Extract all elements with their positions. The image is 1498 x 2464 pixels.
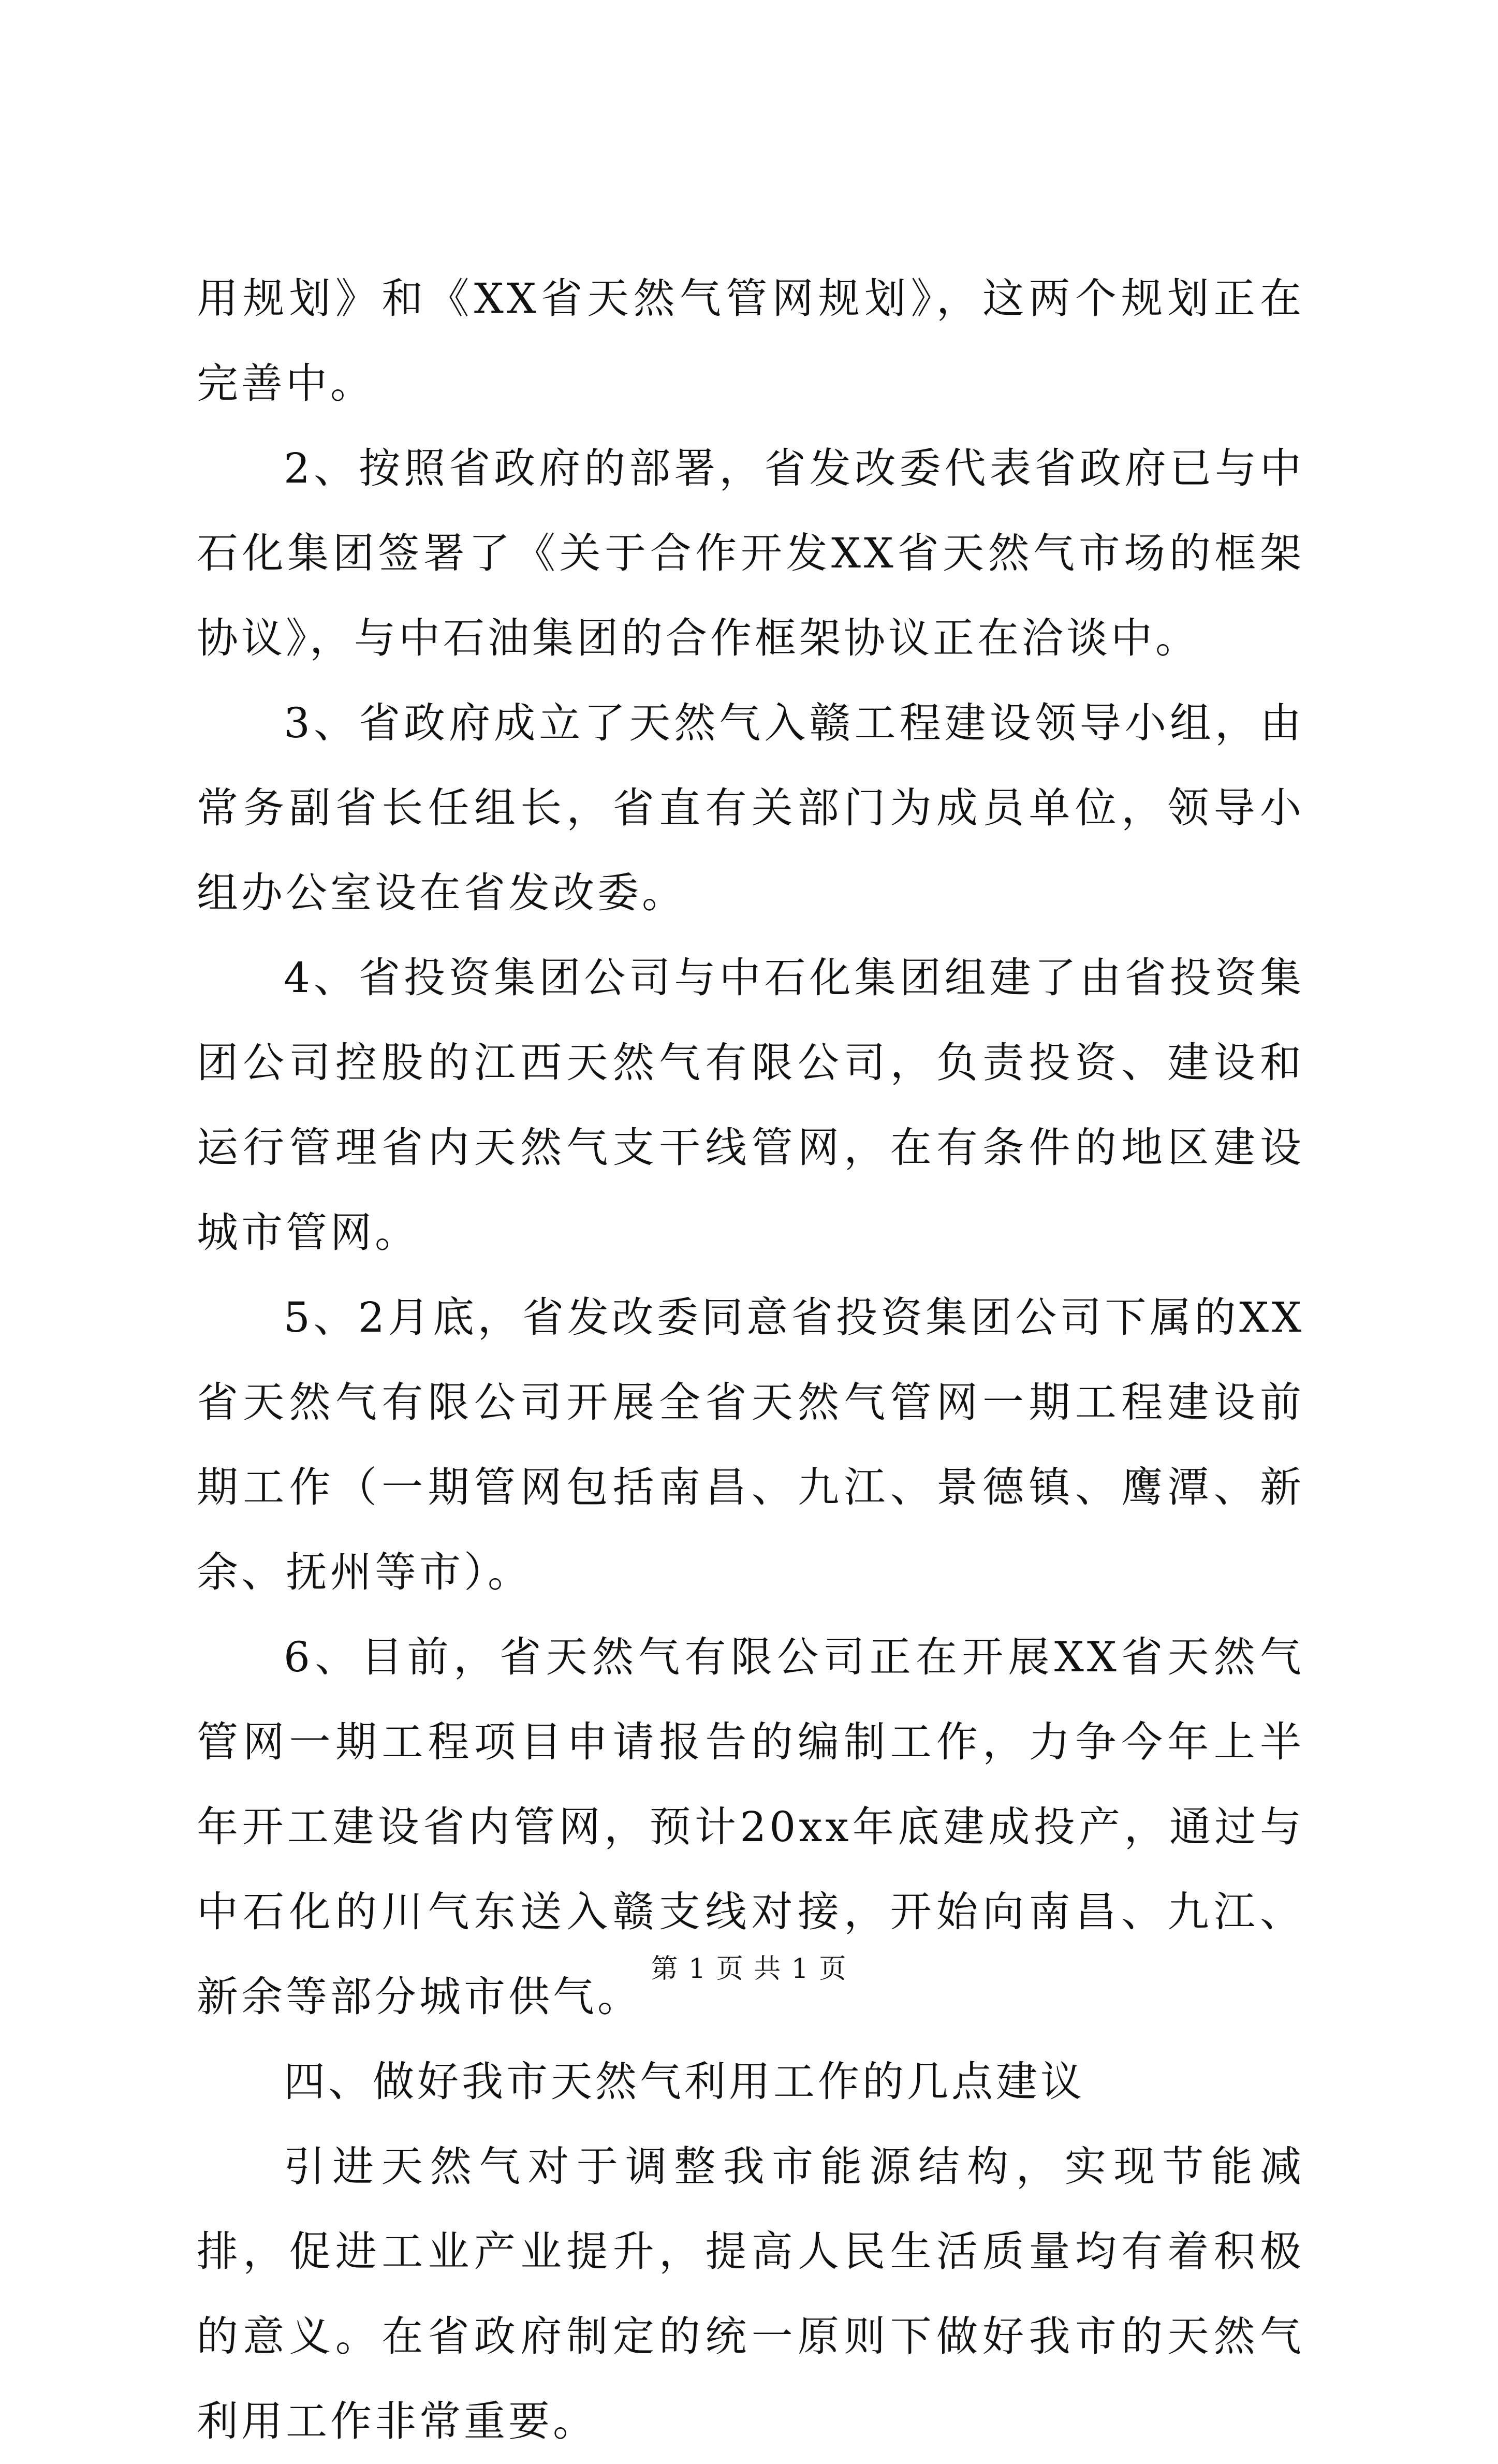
paragraph-item-6: 6、目前，省天然气有限公司正在开展XX省天然气管网一期工程项目申请报告的编制工作，力争今年上半年开工建设省内管网，预计20xx年底建成投产，通过与中石化的川气东送入赣支线对接，开始向南昌、九江、新余等部分城市供气。	[197, 1633, 1304, 2021]
paragraph-item-5: 5、2月底，省发改委同意省投资集团公司下属的XX省天然气有限公司开展全省天然气管网一期工程建设前期工作（一期管网包括南昌、九江、景德镇、鹰潭、新余、抚州等市）。	[197, 1293, 1304, 1596]
document-body	[197, 256, 1304, 2464]
paragraph-continuation: 用规划》和《XX省天然气管网规划》，这两个规划正在完善中。	[197, 274, 1304, 407]
paragraph-item-4: 4、省投资集团公司与中石化集团组建了由省投资集团公司控股的江西天然气有限公司，负责投资、建设和运行管理省内天然气支干线管网，在有条件的地区建设城市管网。	[197, 954, 1304, 1257]
section-heading: 四、做好我市天然气利用工作的几点建议	[284, 2058, 1085, 2106]
page-footer: 第 1 页 共 1 页	[651, 1953, 847, 1985]
paragraph-item-3: 3、省政府成立了天然气入赣工程建设领导小组，由常务副省长任组长，省直有关部门为成员单位，领导小组办公室设在省发改委。	[197, 699, 1304, 917]
paragraph-item-2: 2、按照省政府的部署，省发改委代表省政府已与中石化集团签署了《关于合作开发XX省天然气市场的框架协议》，与中石油集团的合作框架协议正在洽谈中。	[197, 444, 1304, 662]
paragraph-intro: 引进天然气对于调整我市能源结构，实现节能减排，促进工业产业提升，提高人民生活质量均有着积极的意义。在省政府制定的统一原则下做好我市的天然气利用工作非常重要。	[197, 2142, 1304, 2445]
